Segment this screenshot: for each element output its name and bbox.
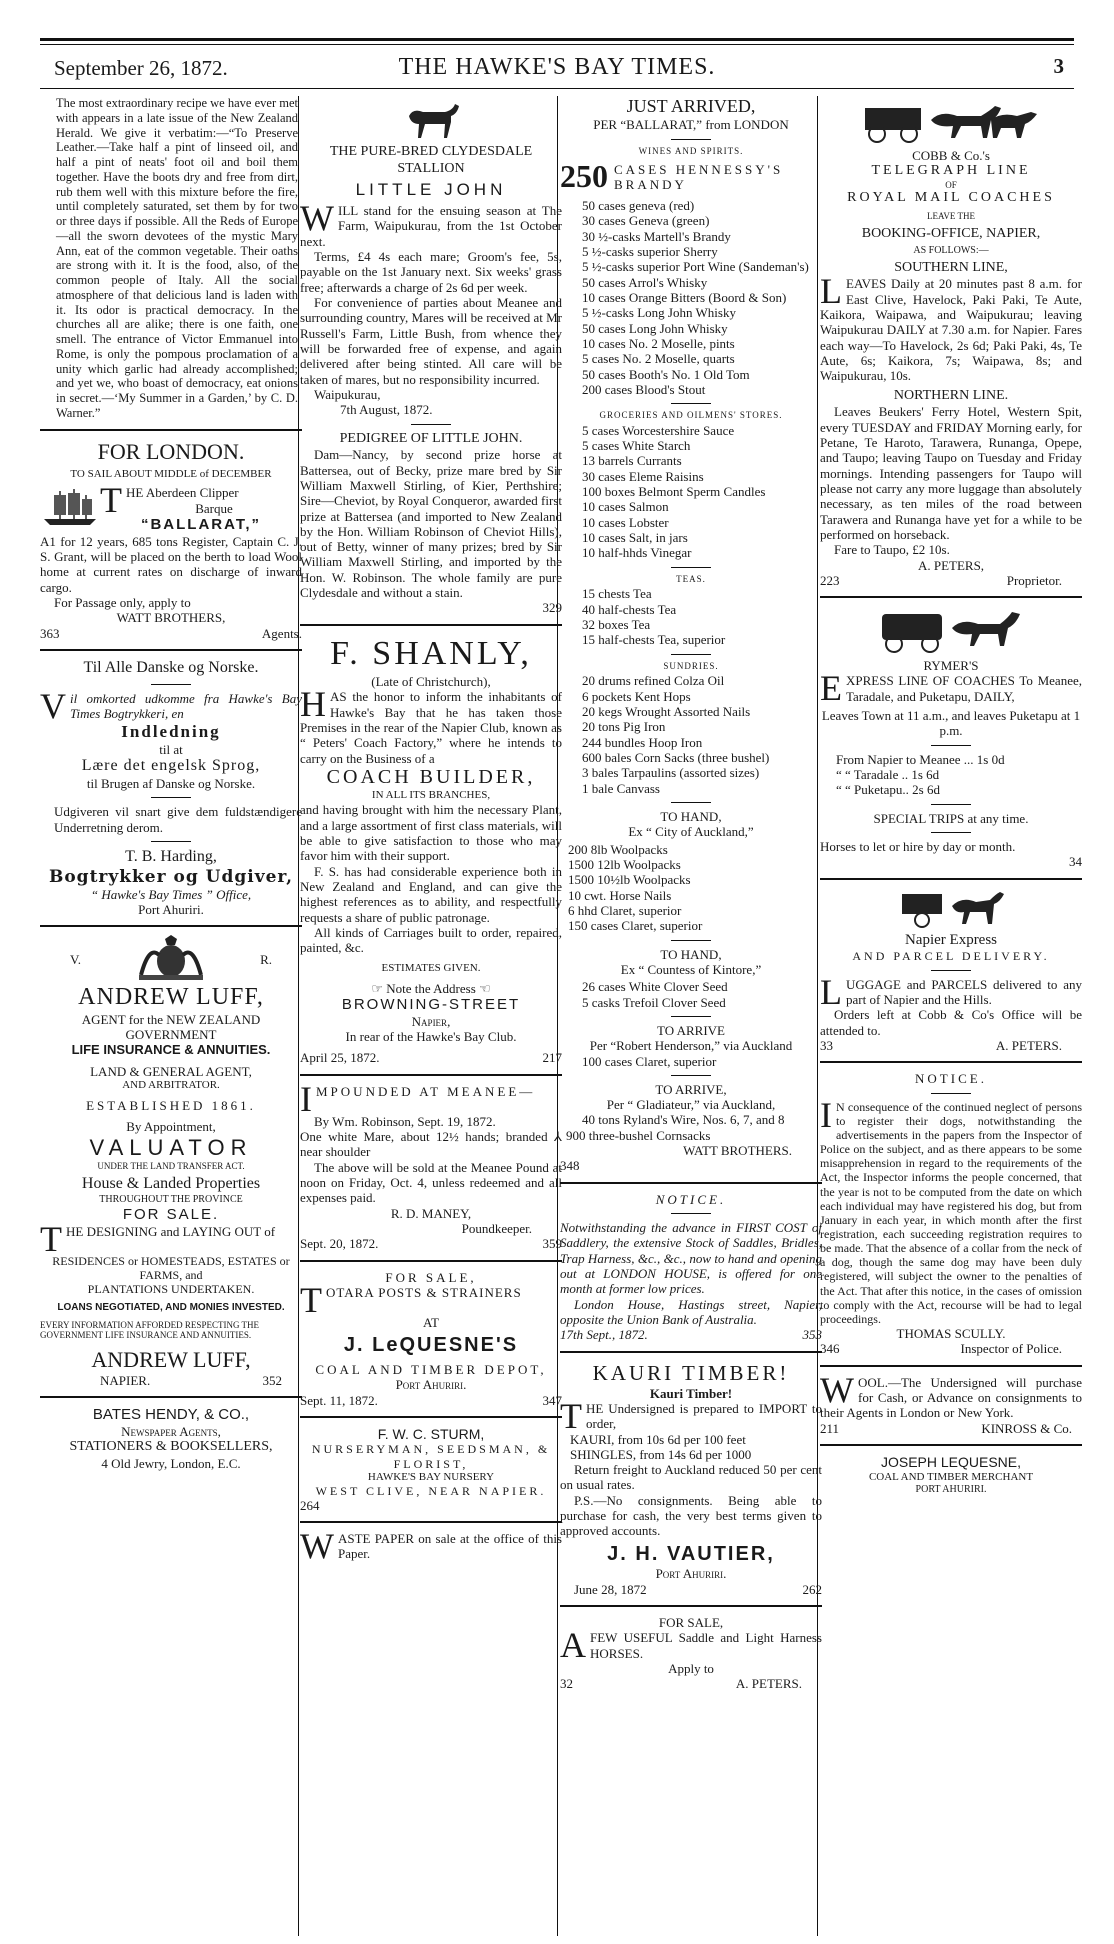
spirits-item: 5 ½-casks superior Sherry (582, 243, 718, 259)
notice-title: NOTICE. (655, 1191, 727, 1207)
kinross: KINROSS & Co. (981, 1420, 1072, 1436)
to-hand-item: 200 8lb Woolpacks (568, 841, 668, 857)
southern-body: EAVES Daily at 20 minutes past 8 a.m. for East Clive, Havelock, Paki Paki, Te Aute, Kaikora, Waipawa, and Waipukurau; leaving Waipukurau DAILY at 7.30 a.m. for Napier. Fares each way—To Havelock, 2s 6d; Paki Paki, 4s, Te Aute, 6s; Kaikora, 7s; Waipawa, 8s; and Waipukurau, 10s. (820, 276, 1082, 384)
bates-hendy: BATES HENDY, & CO., (92, 1406, 250, 1424)
valuator: VALUATOR (89, 1134, 253, 1160)
as-follows: AS FOLLOWS:— (913, 245, 989, 257)
danish-body: il omkorted udkomme fra Hawke's Bay Times Bogtrykkeri, en (70, 690, 302, 722)
to-hand-item: 1500 12lb Woolpacks (568, 856, 681, 872)
port-ahuriri: Port Ahuriri. (655, 1566, 727, 1582)
london-house: London House, Hastings street, Napier, opposite the Union Bank of Australia. (560, 1296, 822, 1328)
grocery-item: 5 cases Worcestershire Sauce (582, 422, 735, 438)
nurseryman: NURSERYMAN, SEEDSMAN, & FLORIST, (311, 1442, 551, 1471)
coal-merchant: COAL AND TIMBER MERCHANT (868, 1470, 1034, 1483)
grocery-item: 10 cases Salmon (582, 499, 669, 515)
to-hand-item: 5 casks Trefoil Clover Seed (582, 994, 726, 1010)
divider (300, 624, 562, 626)
spirits-item: 5 ½-casks Long John Whisky (582, 305, 736, 321)
groceries-list (560, 423, 822, 561)
dropcap-i: I (820, 1094, 832, 1135)
column-1 (40, 96, 302, 1934)
house-properties: House & Landed Properties (81, 1175, 261, 1193)
shingles-price: SHINGLES, from 14s 6d per 1000 (570, 1446, 752, 1462)
few-horses: FEW USEFUL Saddle and Light Harness HORSES. (590, 1630, 822, 1661)
v-letter: V. (70, 951, 81, 967)
coach-builder: COACH BUILDER, (326, 765, 536, 788)
dropcap-t: T (300, 1279, 322, 1320)
header-rule (40, 88, 1074, 89)
parcel-delivery: AND PARCEL DELIVERY. (852, 949, 1050, 964)
divider (560, 1351, 822, 1353)
newspaper-agents: Newspaper Agents, (121, 1424, 221, 1440)
sundry-item: 244 bundles Hoop Iron (582, 734, 703, 750)
luggage: UGGAGE and PARCELS delivered to any part of Napier and the Hills. (846, 976, 1082, 1007)
notice-title: NOTICE. (915, 1071, 987, 1087)
dropcap-t: T (560, 1395, 582, 1436)
dropcap-e: E (820, 668, 842, 709)
laere: Lære det engelsk Sprog, (81, 756, 261, 774)
issue-date: September 26, 1872. (54, 56, 228, 80)
grocery-item: 13 barrels Currants (582, 453, 682, 469)
land-agent: LAND & GENERAL AGENT, (90, 1063, 252, 1079)
watt-brothers: WATT BROTHERS. (683, 1143, 792, 1159)
ad-number: 352 (262, 1373, 282, 1389)
to-hand-item: 10 cwt. Horse Nails (568, 887, 672, 903)
short-rule (671, 1016, 711, 1017)
sundries-heading: SUNDRIES. (663, 660, 719, 671)
port-ahuriri: Port Ahuriri. (395, 1377, 467, 1393)
short-rule (931, 745, 971, 746)
impounded: MPOUNDED AT MEANEE— (316, 1083, 536, 1099)
short-rule (931, 804, 971, 805)
to-hand-list (560, 842, 822, 934)
return-freight: Return freight to Auckland reduced 50 per cent on usual rates. (560, 1462, 822, 1493)
dropcap-w: W (300, 198, 334, 239)
sundry-item: 600 bales Corn Sacks (three bushel) (582, 749, 770, 765)
divider (40, 1396, 302, 1398)
horses-to-let: Horses to let or hire by day or month. (820, 839, 1016, 855)
sturm: F. W. C. STURM, (377, 1425, 485, 1442)
ship-line1: HE Aberdeen Clipper (126, 485, 239, 501)
recipe-article: The most extraordinary recipe we have ever met with appears in a late issue of the New Zealand Herald. We give it verbatim:—“To Preserve Leather.—Take half a pint of linseed oil, and half a pint of neats' foot oil and boil them together. Have the boots dry and free from dirt, rub them well with this mixture before the fire, until completely saturated, set them by for two or three days if possible. All the Reds of Europe—all the sworn devotees of the mystic Mary Ann, eat of the common vegetable. Their oaths are strong with it. It is the food, also, of the common people of Italy. All the social atmosphere of that delicious land is laden with it. Its odor is practical democracy. In the churches all are alike; there is one faith, one smell. The entrance of Victor Emmanuel into Rome, is only the pompous proclamation of a unity which garlic had already accomplished; and yet we, who boast of democracy, eat onions in secret.—‘My Summer in a Garden,’ by C. D. Warner.” (56, 96, 298, 420)
grocery-item: 5 cases White Starch (582, 438, 691, 454)
joseph-lequesne: JOSEPH LEQUESNE, (880, 1454, 1022, 1471)
fares-list (820, 752, 1082, 798)
luff-name-2: ANDREW LUFF, (91, 1347, 251, 1373)
napier: NAPIER. (100, 1373, 151, 1389)
dropcap-v: V (40, 685, 66, 726)
london-sub: TO SAIL ABOUT MIDDLE of DECEMBER (70, 468, 272, 481)
port: Port Ahuriri. (138, 902, 204, 918)
spirits-item: 10 cases No. 2 Moselle, pints (582, 335, 735, 351)
spirits-item: 200 cases Blood's Stout (582, 381, 706, 397)
scully: THOMAS SCULLY. (896, 1326, 1006, 1342)
sundries-list (560, 673, 822, 796)
telegraph-line: TELEGRAPH LINE (871, 163, 1031, 179)
ad-number: 262 (802, 1581, 822, 1597)
short-rule (671, 654, 711, 655)
lequesne: J. LeQUESNE'S (343, 1334, 519, 1357)
under-act: UNDER THE LAND TRANSFER ACT. (97, 1160, 245, 1171)
coach-horses-icon (861, 100, 1041, 144)
til-at: til at (159, 741, 183, 757)
special-trips: SPECIAL TRIPS at any time. (873, 810, 1029, 826)
ad-number: 34 (1069, 854, 1082, 870)
to-arrive: TO ARRIVE (656, 1022, 725, 1038)
danish-title: Til Alle Danske og Norske. (83, 659, 259, 677)
grocery-item: 30 cases Eleme Raisins (582, 468, 704, 484)
maney: R. D. MANEY, (390, 1205, 472, 1221)
napier: Napier, (411, 1013, 451, 1029)
orders: Orders left at Cobb & Co's Office will be attended to. (820, 1007, 1082, 1038)
per-ballarat: PER “BALLARAT,” from LONDON (593, 117, 789, 133)
r-letter: R. (260, 951, 272, 967)
spirits-item: 50 cases Booth's No. 1 Old Tom (582, 366, 750, 382)
august-date: 7th August, 1872. (340, 402, 433, 418)
teas-list (560, 586, 822, 647)
every-info: EVERY INFORMATION AFFORDED RESPECTING THE GOVERNMENT LIFE INSURANCE AND ANNUITIES. (40, 1319, 260, 1341)
dropcap-l: L (820, 971, 842, 1012)
to-hand-item: 6 hhd Claret, superior (568, 902, 682, 918)
short-rule (151, 841, 191, 842)
tea-item: 15 chests Tea (582, 586, 652, 602)
spirits-list (560, 198, 822, 397)
kauri-timber-sub: Kauri Timber! (649, 1385, 733, 1401)
dropcap-i: I (300, 1078, 312, 1119)
divider (40, 925, 302, 927)
rymers: RYMER'S (923, 658, 979, 674)
apply-to: Apply to (668, 1661, 714, 1677)
divider (820, 1444, 1082, 1446)
tea-item: 40 half-chests Tea (582, 601, 677, 617)
wool-ad: OOL.—The Undersigned will purchase for Cash, or Advance on consignments to their Agents in London or New York. (820, 1374, 1082, 1421)
masthead (40, 52, 1074, 88)
express-cart-icon (896, 888, 1006, 928)
above-sold: The above will be sold at the Meanee Pound at noon on Friday, Oct. 4, unless redeemed and all expenses paid. (300, 1159, 562, 1206)
southern-line: SOUTHERN LINE, (894, 259, 1008, 275)
office: “ Hawke's Bay Times ” Office, (90, 886, 252, 902)
ad-number: 329 (542, 600, 562, 616)
port-ahuriri: PORT AHURIRI. (915, 1483, 987, 1495)
short-rule (671, 567, 711, 568)
dropcap-t: T (40, 1218, 62, 1259)
rear-club: In rear of the Hawke's Bay Club. (345, 1029, 517, 1045)
pedigree-title: PEDIGREE OF LITTLE JOHN. (339, 430, 523, 446)
established: ESTABLISHED 1861. (86, 1098, 256, 1113)
spirits-item: 5 ½-casks superior Port Wine (Sandeman's) (582, 259, 809, 275)
ad-number: 346 (820, 1341, 840, 1357)
divider (300, 1416, 562, 1418)
ad-number: 264 (300, 1497, 320, 1513)
spirits-item: 5 cases No. 2 Moselle, quarts (582, 351, 735, 367)
divider (560, 1605, 822, 1607)
by-robinson: By Wm. Robinson, Sept. 19, 1872. (314, 1113, 496, 1129)
luff-name: ANDREW LUFF, (78, 984, 264, 1011)
coach-icon (876, 606, 1026, 654)
sept20-date: Sept. 20, 1872. (300, 1236, 379, 1252)
column-3 (560, 96, 822, 1934)
west-clive: WEST CLIVE, NEAR NAPIER. (315, 1483, 547, 1498)
sundry-item: 1 bale Canvass (582, 780, 660, 796)
express-line: XPRESS LINE OF COACHES To Meanee, Taradale, and Puketapu, DAILY, (846, 673, 1082, 704)
for-sale: FOR SALE, (385, 1269, 477, 1285)
short-rule (151, 684, 191, 685)
short-rule (671, 403, 711, 404)
london-title: FOR LONDON. (97, 438, 245, 464)
waipukurau: Waipukurau, (314, 387, 381, 403)
proprietor: Proprietor. (1006, 572, 1062, 588)
horse-icon (401, 100, 461, 140)
tea-item: 32 boxes Tea (582, 617, 651, 633)
page-number: 3 (1053, 54, 1064, 78)
kauri-timber: KAURI TIMBER! (592, 1360, 790, 1385)
having: and having brought with him the necessary Plant, and a large assortment of first class materials, will be able to give satisfaction to those who may favor him with their support. (300, 802, 562, 864)
little-john: LITTLE JOHN (355, 180, 507, 200)
ad-number: 348 (560, 1158, 580, 1174)
short-rule (671, 940, 711, 941)
bogtrykker: Bogtrykker og Udgiver, (48, 866, 294, 887)
spirits-item: 50 cases Arrol's Whisky (582, 274, 708, 290)
residences: RESIDENCES or HOMESTEADS, ESTATES or FARMS, and (52, 1253, 290, 1282)
short-rule (151, 797, 191, 798)
throughout: THROUGHOUT THE PROVINCE (99, 1194, 243, 1206)
peters: A. PETERS. (995, 1037, 1062, 1053)
ad-number: 347 (542, 1392, 562, 1408)
hennessy: CASES HENNESSY'S BRANDY (614, 161, 784, 193)
sept17-date: 17th Sept., 1872. (560, 1327, 648, 1343)
shanly: F. SHANLY, (330, 634, 532, 672)
grocery-item: 100 boxes Belmont Sperm Candles (582, 484, 766, 500)
clipper-ship-icon (40, 485, 100, 529)
udgiveren: Udgiveren vil snart give dem fuldstændigere Underretning derom. (54, 804, 302, 835)
grocery-item: 10 cases Lobster (582, 514, 669, 530)
of-label: OF (945, 179, 957, 190)
vautier: J. H. VAUTIER, (607, 1542, 775, 1565)
terms: Terms, £4 4s each mare; Groom's fee, 5s, payable on the 1st January next. Six weeks' grass free; afterwards a charge of 2s 6d per week. (300, 249, 562, 295)
royal-arms-icon (131, 935, 211, 983)
dropcap-l: L (820, 271, 842, 312)
northern-line: NORTHERN LINE. (893, 387, 1009, 403)
dropcap-w: W (820, 1369, 854, 1410)
divider (820, 596, 1082, 598)
divider (560, 1182, 822, 1184)
leave-the: LEAVE THE (927, 210, 975, 221)
ship-name: “BALLARAT,” (140, 516, 262, 534)
per-henderson: Per “Robert Henderson,” via Auckland (589, 1038, 793, 1054)
pointing-hand-icon: ☜ (475, 980, 491, 996)
to-arrive-2: TO ARRIVE, (655, 1081, 727, 1097)
leaves-town: Leaves Town at 11 a.m., and leaves Puketapu at 1 p.m. (821, 708, 1081, 739)
cornsacks: 900 three-bushel Cornsacks (566, 1127, 711, 1143)
browning-street: BROWNING-STREET (341, 996, 521, 1014)
claret: 100 cases Claret, superior (582, 1053, 717, 1069)
northern-body: Leaves Beukers' Ferry Hotel, Western Spit, every TUESDAY and FRIDAY Morning early, for Petane, Te Haroto, Tarawera, Runanga, Opepe, and Taupo; leaving Taupo on Tuesday and Friday mornings. Intending passengers for Taupo will please not carry any more luggage than absolutely necessary, as ten miles of the road between Tarawera and Runanga have yet for a while to be performed on horseback. (820, 404, 1082, 542)
spirits-item: 10 cases Orange Bitters (Boord & Son) (582, 289, 787, 305)
ad-number: 223 (820, 572, 840, 588)
spirits-item: 50 cases geneva (red) (582, 197, 695, 213)
groceries-heading: GROCERIES AND OILMENS' STORES. (599, 410, 783, 421)
fare-item: From Napier to Meanee ... 1s 0d (836, 751, 1005, 767)
short-rule (671, 139, 711, 140)
top-rule-thin (40, 44, 1074, 45)
booking-office: BOOKING-OFFICE, NAPIER, (861, 225, 1041, 241)
watt-brothers: WATT BROTHERS, (116, 610, 226, 626)
ps-text: P.S.—No consignments. Being able to purchase for cash, the very best terms given to approved accounts. (560, 1492, 822, 1539)
hb-nursery: HAWKE'S BAY NURSERY (367, 1470, 495, 1483)
divider (40, 649, 302, 651)
dropcap-t: T (100, 480, 122, 521)
passage-text: For Passage only, apply to (54, 595, 191, 611)
ex-city: Ex “ City of Auckland,” (628, 824, 754, 840)
peters: A. PETERS. (735, 1676, 802, 1692)
ship-body: A1 for 12 years, 685 tons Register, Captain C. J. S. Grant, will be placed on the berth to load Wool home at current rates on discharge of inward cargo. (40, 533, 302, 595)
ship-line2: Barque (195, 500, 233, 516)
notice-body: Notwithstanding the advance in FIRST COST of Saddlery, the extensive Stock of Saddles, Bridles, Trap Harness, &c., &c., now to hand and opening out at LONDON HOUSE, is offered for one month at former low prices. (560, 1220, 822, 1297)
to-hand: TO HAND, (660, 808, 722, 824)
divider (300, 1260, 562, 1262)
dropcap-w: W (300, 1526, 334, 1567)
agent-text: AGENT for the NEW ZEALAND GOVERNMENT (81, 1011, 261, 1043)
at: AT (423, 1314, 439, 1330)
dog-notice-body: N consequence of the continued neglect of persons to register their dogs, notwithstanding the advertisements in the papers from the Inspector of Police on the subject, and as there appears to be some misapprehension in regard to the requirements of the Act, the Inspector informs the people concerned, that the year is not to be computed from the date on which each individual may have registered his dog, but from January in each year, in which month after the first registration, each succeeding registration requires to be made. That the absence of a collar from the neck of a dog, though the same dog may have been duly registered, will subject the owner to the penalties of the Act. That after this notice, in the cases of omission to comply with the Act, recourse will be had to legal proceedings. (820, 1099, 1082, 1326)
grocery-item: 10 half-hhds Vinegar (582, 545, 692, 561)
fare-item: “ “ Puketapu.. 2s 6d (836, 782, 940, 798)
short-rule (931, 832, 971, 833)
ad-number: 359 (542, 1236, 562, 1252)
ad-number: 33 (820, 1037, 833, 1053)
to-hand-list-2 (560, 979, 822, 1010)
white-mare: One white Mare, about 12½ hands; branded ⅄ near shoulder (300, 1129, 562, 1160)
kinds: All kinds of Carriages built to order, repaired, painted, &c. (300, 925, 562, 956)
divider (820, 1061, 1082, 1063)
ad-number: 217 (542, 1050, 562, 1066)
note-address: Note the Address (386, 980, 476, 996)
dropcap-a: A (560, 1625, 586, 1666)
ad-number: 353 (802, 1327, 822, 1343)
short-rule (671, 1075, 711, 1076)
fs-experience: F. S. has had considerable experience both in New Zealand and England, and can give the highest references as to ability, and respectfully requests a share of public patronage. (300, 863, 562, 925)
pedigree-body: Dam—Nancy, by second prize horse at Battersea, out of Becky, prize mare bred by Sir William Maxwell Stirling, of Kier, Perthshire; Sire—Cheviot, by Royal Conqueror, awarded first prize at Battersea (and imported to New Zealand by the Hon. William Robinson of Cheviot Hills), out of Betty, winner of many prizes; bred by Sir William Maxwell Stirling, and imported by the Hon. W. Robinson. The whole family are pure Clydesdale and without a stain. (300, 447, 562, 601)
short-rule (931, 970, 971, 971)
sundry-item: 3 bales Tarpaulins (assorted sizes) (582, 765, 760, 781)
short-rule (411, 424, 451, 425)
estimates: ESTIMATES GIVEN. (381, 961, 481, 974)
waste-paper: ASTE PAPER on sale at the office of this Paper. (337, 1531, 562, 1562)
brugen: til Brugen af Danske og Norske. (86, 775, 256, 791)
fare-taupo: Fare to Taupo, £2 10s. (834, 542, 950, 558)
sept11-date: Sept. 11, 1872. (300, 1392, 378, 1408)
tea-item: 15 half-chests Tea, superior (582, 632, 726, 648)
divider (820, 1365, 1082, 1367)
to-hand-item: 150 cases Claret, superior (568, 918, 703, 934)
grocery-item: 10 cases Salt, in jars (582, 530, 688, 546)
clydesdale-title: THE PURE-BRED CLYDESDALE STALLION (329, 144, 533, 176)
column-2 (300, 96, 562, 1934)
divider (820, 878, 1082, 880)
april-date: April 25, 1872. (300, 1050, 380, 1066)
top-rule (40, 38, 1074, 41)
divider (40, 429, 302, 431)
sundry-item: 20 tons Pig Iron (582, 719, 666, 735)
designing: HE DESIGNING and LAYING OUT of (66, 1223, 276, 1239)
undersigned: HE Undersigned is prepared to IMPORT to order, (586, 1400, 822, 1432)
per-gladiateur: Per “ Gladiateur,” via Auckland, (606, 1097, 776, 1113)
plantations: PLANTATIONS UNDERTAKEN. (87, 1281, 255, 1296)
inspector: Inspector of Police. (960, 1341, 1062, 1357)
june-date: June 28, 1872 (574, 1581, 647, 1597)
has-honor: AS the honor to inform the inhabitants of Hawke's Bay that he has taken those Premises in the rear of the Napier Club, known as “ Peters' Coach Factory,” where he intends to carry on the Business of a (300, 689, 562, 766)
newspaper-title: THE HAWKE'S BAY TIMES. (398, 54, 716, 80)
stationers: STATIONERS & BOOKSELLERS, (69, 1439, 273, 1455)
royal-mail: ROYAL MAIL COACHES (847, 190, 1055, 206)
to-hand-2: TO HAND, (660, 946, 722, 962)
jewry: 4 Old Jewry, London, E.C. (101, 1455, 241, 1471)
arbitrator: AND ARBITRATOR. (122, 1079, 220, 1092)
column-4 (820, 96, 1082, 1934)
appointment: By Appointment, (126, 1119, 216, 1135)
cobb-co: COBB & Co.'s (912, 148, 990, 163)
teas-heading: TEAS. (676, 573, 706, 584)
spirits-item: 50 cases Long John Whisky (582, 320, 728, 336)
short-rule (671, 802, 711, 803)
to-hand-item: 26 cases White Clover Seed (582, 979, 728, 995)
ad-number: 363 (40, 625, 60, 641)
for-sale: FOR SALE. (122, 1205, 220, 1223)
loans: LOANS NEGOTIATED, AND MONIES INVESTED. (57, 1302, 285, 1314)
spirits-item: 30 ½-casks Martell's Brandy (582, 228, 731, 244)
sundry-item: 6 pockets Kent Hops (582, 688, 691, 704)
totara: OTARA POSTS & STRAINERS (326, 1284, 522, 1300)
pointing-hand-icon: ☞ (371, 980, 387, 996)
coal-depot: COAL AND TIMBER DEPOT, (315, 1361, 547, 1377)
wire: 40 tons Ryland's Wire, Nos. 6, 7, and 8 (582, 1112, 785, 1128)
convenience: For convenience of parties about Meanee and surrounding country, Mares will be received at Mr Russell's Farm, Little Bush, from whence they will be forwarded free of expense, and again delivered after being stinted. All care will be taken of mares, but no responsibility incurred. (300, 295, 562, 387)
n250: 250 (560, 158, 608, 195)
sundry-item: 20 drums refined Colza Oil (582, 673, 725, 689)
will-stand: ILL stand for the ensuing season at The Farm, Waipukurau, from the 1st October next. (300, 203, 562, 249)
agents-label: Agents. (261, 625, 302, 641)
divider (300, 1521, 562, 1523)
to-hand-item: 1500 10½lb Woolpacks (568, 872, 691, 888)
divider (300, 1074, 562, 1076)
spirits-item: 30 cases Geneva (green) (582, 213, 710, 229)
peters: A. PETERS, (917, 557, 985, 573)
ad-number: 32 (560, 1676, 573, 1692)
fare-item: “ “ Taradale .. 1s 6d (836, 767, 940, 783)
short-rule (671, 1213, 711, 1214)
life-insurance: LIFE INSURANCE & ANNUITIES. (71, 1042, 271, 1058)
just-arrived: JUST ARRIVED, (626, 96, 756, 116)
napier-express: Napier Express (904, 931, 998, 948)
sundry-item: 20 kegs Wrought Assorted Nails (582, 703, 751, 719)
short-rule (931, 1093, 971, 1094)
ad-number: 211 (820, 1420, 840, 1436)
indledning: Indledning (121, 721, 221, 741)
for-sale: FOR SALE, (658, 1615, 724, 1631)
late-christchurch: (Late of Christchurch), (371, 673, 491, 689)
ex-countess: Ex “ Countess of Kintore,” (620, 961, 762, 977)
branches: IN ALL ITS BRANCHES, (371, 789, 491, 802)
dropcap-h: H (300, 684, 326, 725)
poundkeeper: Poundkeeper. (461, 1220, 532, 1236)
wines-heading: WINES AND SPIRITS. (638, 145, 744, 156)
ship-ad (40, 480, 302, 534)
harding: T. B. Harding, (125, 847, 217, 865)
kauri-price: KAURI, from 10s 6d per 100 feet (570, 1431, 746, 1447)
